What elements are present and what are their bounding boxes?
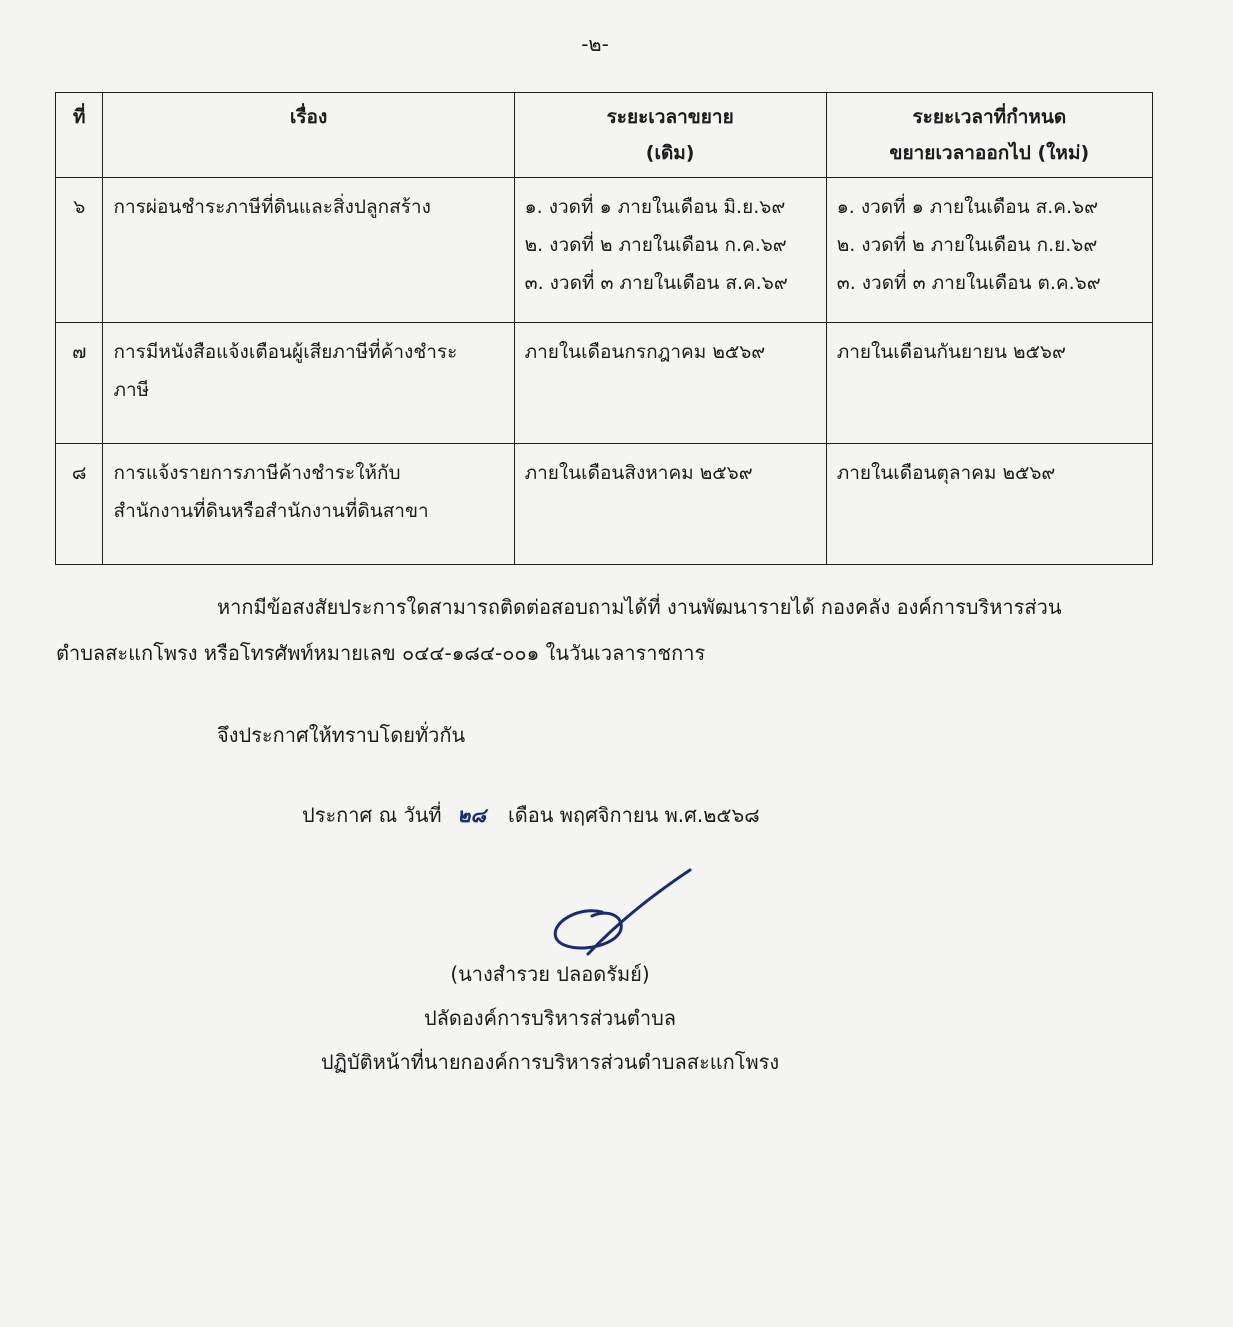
signatory-position: ปลัดองค์การบริหารส่วนตำบล <box>423 1006 677 1030</box>
new-period-line: ๒. งวดที่ ๒ ภายในเดือน ก.ย.๖๙ <box>836 234 1098 256</box>
row-number: ๖ <box>56 178 103 323</box>
row-subject <box>103 444 514 565</box>
schedule-table <box>55 92 1153 565</box>
new-period-line: ภายในเดือนตุลาคม ๒๕๖๙ <box>836 462 1056 484</box>
signatory-acting-position: ปฏิบัติหน้าที่นายกองค์การบริหารส่วนตำบลสะแกโพรง <box>320 1050 780 1074</box>
subject-line: สำนักงานที่ดินหรือสำนักงานที่ดินสาขา <box>113 500 429 522</box>
dateline-prefix: ประกาศ ณ วันที่ <box>302 803 442 827</box>
table-row <box>56 444 1153 565</box>
row-number: ๗ <box>56 323 103 444</box>
row-old-period <box>514 444 826 565</box>
header-no: ที่ <box>56 93 103 178</box>
row-new-period <box>826 323 1152 444</box>
signature-block <box>240 952 860 1084</box>
row-new-period <box>826 178 1152 323</box>
old-period-line: ๓. งวดที่ ๓ ภายในเดือน ส.ค.๖๙ <box>524 272 788 294</box>
page-number: -๒- <box>581 32 609 56</box>
header-new-period <box>826 93 1152 178</box>
row-new-period <box>826 444 1152 565</box>
row-subject <box>103 323 514 444</box>
contact-paragraph-line2: ตำบลสะแกโพรง หรือโทรศัพท์หมายเลข ๐๔๔-๑๘๔-๐๐๑ ในวันเวลาราชการ <box>56 641 706 665</box>
row-number: ๘ <box>56 444 103 565</box>
header-new-line: ขยายเวลาออกไป (ใหม่) <box>889 142 1090 164</box>
old-period-line: ภายในเดือนสิงหาคม ๒๕๖๙ <box>524 462 753 484</box>
subject-line: ภาษี <box>113 379 150 401</box>
subject-line: การผ่อนชำระภาษีที่ดินและสิ่งปลูกสร้าง <box>113 196 431 218</box>
header-new-line: ระยะเวลาที่กำหนด <box>912 106 1067 128</box>
dateline <box>302 792 760 838</box>
dateline-suffix: เดือน พฤศจิกายน พ.ศ.๒๕๖๘ <box>507 803 760 827</box>
table-header-row <box>56 93 1153 178</box>
old-period-line: ๒. งวดที่ ๒ ภายในเดือน ก.ค.๖๙ <box>524 234 787 256</box>
row-old-period <box>514 323 826 444</box>
header-old-period <box>514 93 826 178</box>
header-subject: เรื่อง <box>103 93 514 178</box>
announcement-text: จึงประกาศให้ทราบโดยทั่วกัน <box>217 723 466 747</box>
table-row <box>56 178 1153 323</box>
contact-paragraph-line1: หากมีข้อสงสัยประการใดสามารถติดต่อสอบถามได้ที่ งานพัฒนารายได้ กองคลัง องค์การบริหารส่วน <box>217 595 1062 619</box>
new-period-line: ๑. งวดที่ ๑ ภายในเดือน ส.ค.๖๙ <box>836 196 1099 218</box>
row-old-period <box>514 178 826 323</box>
row-subject <box>103 178 514 323</box>
old-period-line: ๑. งวดที่ ๑ ภายในเดือน มิ.ย.๖๙ <box>524 196 786 218</box>
handwritten-day <box>442 792 502 838</box>
new-period-line: ภายในเดือนกันยายน ๒๕๖๙ <box>836 341 1066 363</box>
header-old-line: ระยะเวลาขยาย <box>606 106 734 128</box>
old-period-line: ภายในเดือนกรกฎาคม ๒๕๖๙ <box>524 341 766 363</box>
table-row <box>56 323 1153 444</box>
subject-line: การแจ้งรายการภาษีค้างชำระให้กับ <box>113 462 401 484</box>
new-period-line: ๓. งวดที่ ๓ ภายในเดือน ต.ค.๖๙ <box>836 272 1101 294</box>
subject-line: การมีหนังสือแจ้งเตือนผู้เสียภาษีที่ค้างชำระ <box>113 341 458 363</box>
header-old-line: (เดิม) <box>645 142 695 164</box>
handwritten-day-value: ๒๘ <box>457 803 486 827</box>
signatory-name: (นางสำรวย ปลอดรัมย์) <box>450 962 650 986</box>
